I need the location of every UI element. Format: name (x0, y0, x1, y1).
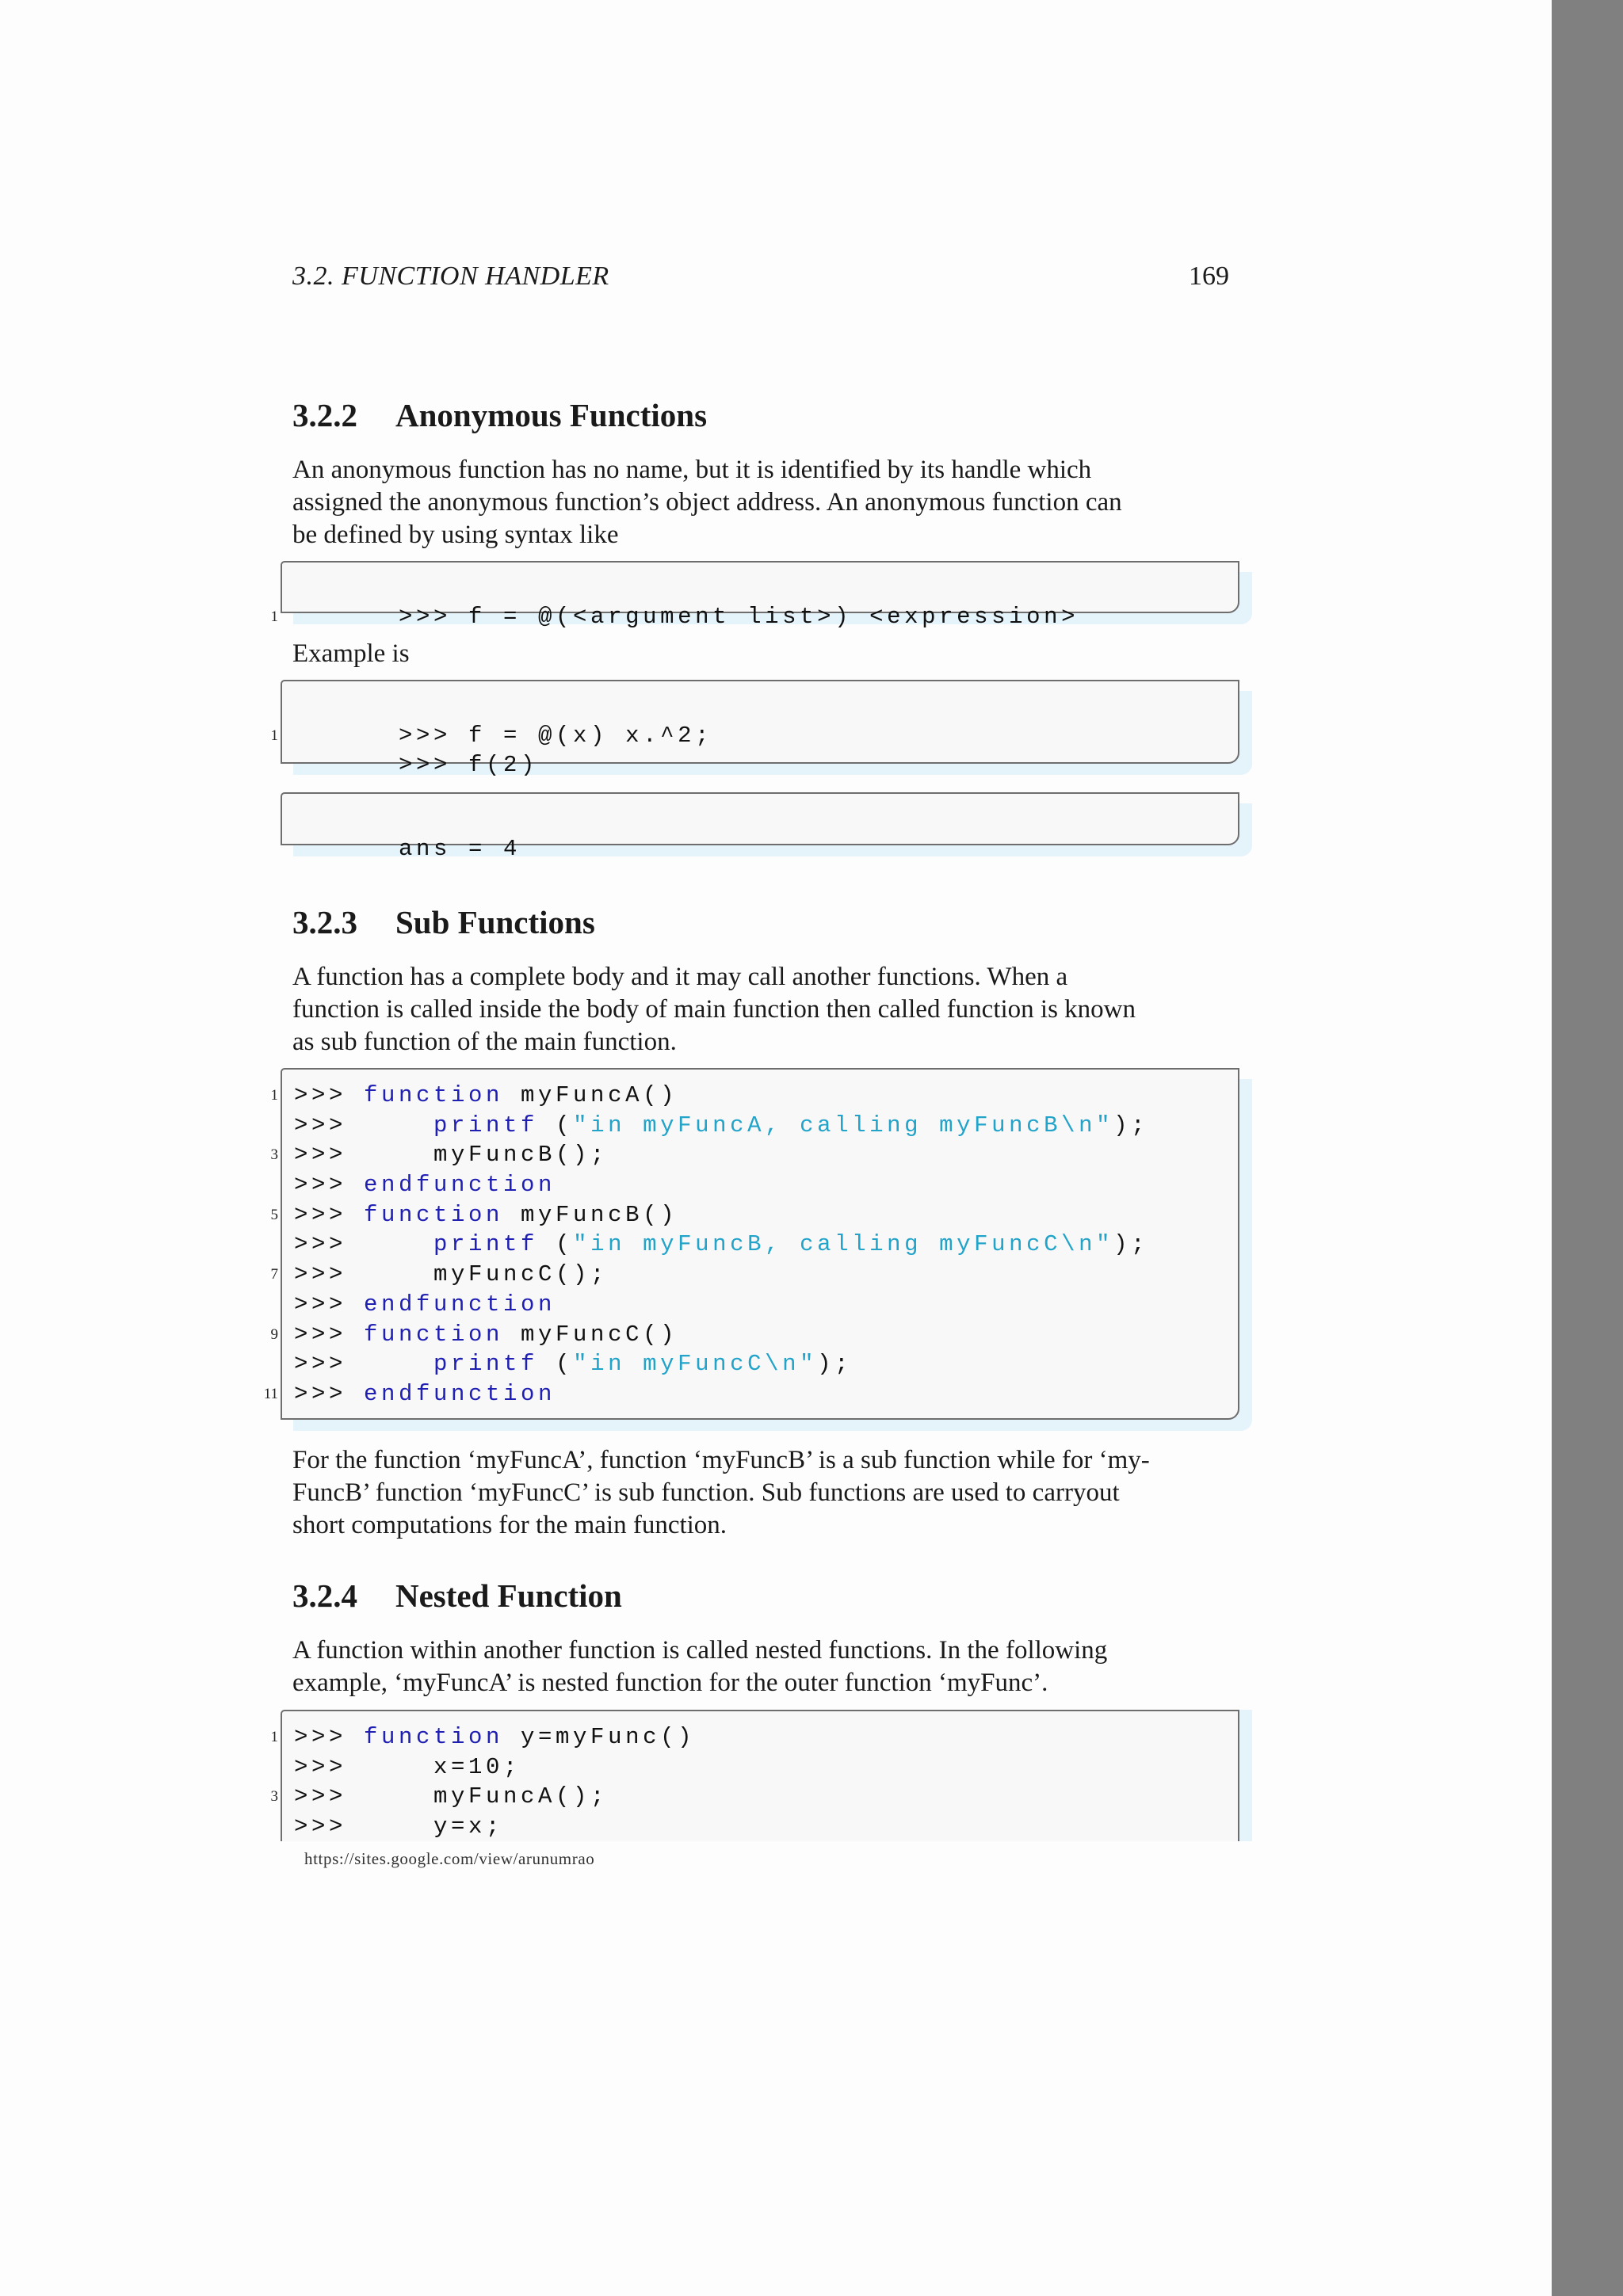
line-number: 3 (270, 1146, 278, 1164)
code-block-example (270, 680, 1239, 779)
line-number: 3 (270, 1788, 278, 1806)
code-prompt: >>> (294, 1724, 365, 1750)
code-line (270, 1782, 1238, 1812)
code-text: ); (1113, 1231, 1149, 1258)
section-number: 3.2.2 (292, 397, 357, 433)
code-keyword: printf (433, 1231, 539, 1258)
code-text: ); (817, 1351, 853, 1378)
code-line (294, 1230, 1238, 1260)
code-text: myFuncA() (503, 1082, 678, 1108)
code-text: y=myFunc() (503, 1724, 696, 1750)
paragraph-nested (292, 1634, 1229, 1699)
line-number: 7 (270, 1266, 278, 1283)
code-keyword: endfunction (364, 1172, 556, 1199)
paragraph-line: A function has a complete body and it may call another functions. When a (292, 963, 1068, 991)
code-prompt: >>> (294, 1082, 365, 1108)
section-number: 3.2.4 (292, 1577, 357, 1614)
code-text: ( (538, 1351, 574, 1378)
code-block-syntax (270, 561, 1239, 630)
paragraph-anonymous (292, 454, 1229, 551)
code-prompt: >>> (294, 1321, 365, 1348)
code-text: myFuncB() (503, 1201, 678, 1228)
paragraph-line: as sub function of the main function. (292, 1028, 677, 1056)
code-prompt: >>> (294, 1291, 365, 1318)
code-line (294, 1111, 1238, 1141)
section-number: 3.2.3 (292, 904, 357, 940)
code-prompt: >>> (294, 1172, 365, 1199)
code-line (294, 1170, 1238, 1200)
code-text: ); (1113, 1112, 1149, 1138)
section-heading-anonymous (292, 396, 707, 434)
code-text: x=10; (433, 1753, 521, 1780)
page-number: 169 (1189, 261, 1229, 291)
code-line (270, 572, 1238, 630)
code-prompt: >>> (294, 1112, 434, 1138)
paragraph-line: FuncB’ function ‘myFuncC’ is sub function. Sub functions are used to carryout (292, 1478, 1120, 1507)
code-line (270, 1260, 1238, 1290)
section-title: Nested Function (395, 1577, 622, 1614)
code-line (294, 804, 1238, 862)
paragraph-line: An anonymous function has no name, but it is identified by its handle which (292, 456, 1092, 484)
code-text: myFuncB(); (433, 1142, 609, 1169)
code-text: y=x; (433, 1814, 504, 1840)
code-block-nested (270, 1710, 1239, 1841)
code-string: "in myFuncB, calling myFuncC\n" (573, 1231, 1114, 1258)
code-keyword: function (364, 1321, 504, 1348)
paragraph-line: example, ‘myFuncA’ is nested function for the outer function ‘myFunc’. (292, 1669, 1048, 1697)
line-number: 11 (263, 1385, 278, 1402)
paragraph-sub-after (292, 1444, 1229, 1542)
section-title: Sub Functions (395, 904, 595, 940)
code-keyword: printf (433, 1112, 539, 1138)
code-line (270, 1320, 1238, 1350)
code-prompt: >>> (294, 1783, 434, 1810)
section-heading-sub (292, 903, 595, 941)
code-line (294, 1812, 1238, 1842)
code-text: >>> f(2) (399, 752, 539, 779)
code-block-subfunctions (263, 1068, 1239, 1420)
code-prompt: >>> (294, 1380, 365, 1407)
section-heading-nested (292, 1577, 622, 1615)
code-line (294, 721, 1238, 779)
line-number: 9 (270, 1325, 278, 1343)
paragraph-line: For the function ‘myFuncA’, function ‘myFuncB’ is a sub function while for ‘my- (292, 1446, 1150, 1474)
viewer-side-margin (1552, 0, 1623, 2296)
code-text: myFuncC(); (433, 1261, 609, 1288)
footer-url: https://sites.google.com/view/arunumrao (304, 1849, 595, 1868)
code-line (270, 1081, 1238, 1111)
code-text: ans = 4 (399, 835, 521, 862)
line-number: 1 (270, 1729, 278, 1745)
code-block-output (281, 792, 1239, 862)
code-text: myFuncA(); (433, 1783, 609, 1810)
code-line (270, 1200, 1238, 1230)
code-prompt: >>> (294, 1753, 434, 1780)
code-line (263, 1379, 1238, 1409)
code-keyword: function (364, 1082, 504, 1108)
code-prompt: >>> (294, 1201, 365, 1228)
code-text: ( (538, 1112, 574, 1138)
code-line (294, 1349, 1238, 1379)
line-number: 1 (270, 608, 278, 625)
code-text: ( (538, 1231, 574, 1258)
code-keyword: endfunction (364, 1380, 556, 1407)
paragraph-line: be defined by using syntax like (292, 521, 619, 549)
section-title: Anonymous Functions (395, 397, 708, 433)
code-keyword: function (364, 1724, 504, 1750)
line-number: 1 (270, 1087, 278, 1104)
paragraph-line: short computations for the main function. (292, 1511, 727, 1539)
code-keyword: function (364, 1201, 504, 1228)
code-string: "in myFuncA, calling myFuncB\n" (573, 1112, 1114, 1138)
code-string: "in myFuncC\n" (573, 1351, 818, 1378)
paragraph-sub (292, 961, 1229, 1058)
code-prompt: >>> (294, 1231, 434, 1258)
example-label: Example is (292, 639, 410, 668)
paragraph-line: assigned the anonymous function’s object address. An anonymous function can (292, 488, 1122, 517)
code-text: >>> f = @(<argument list>) <expression> (399, 603, 1079, 630)
code-line (270, 1722, 1238, 1753)
code-line (270, 1140, 1238, 1170)
code-text: >>> f = @(x) x.^2; (399, 722, 713, 749)
running-title: 3.2. FUNCTION HANDLER (292, 261, 609, 291)
paragraph-line: A function within another function is called nested functions. In the following (292, 1636, 1108, 1665)
code-text: myFuncC() (503, 1321, 678, 1348)
line-number: 1 (270, 727, 278, 744)
code-line (270, 691, 1238, 749)
code-keyword: printf (433, 1351, 539, 1378)
code-line (294, 1753, 1238, 1783)
code-prompt: >>> (294, 1142, 434, 1169)
code-prompt: >>> (294, 1814, 434, 1840)
code-prompt: >>> (294, 1351, 434, 1378)
code-keyword: endfunction (364, 1291, 556, 1318)
code-prompt: >>> (294, 1261, 434, 1288)
paragraph-line: function is called inside the body of main function then called function is known (292, 995, 1136, 1024)
code-line (294, 1290, 1238, 1320)
line-number: 5 (270, 1206, 278, 1223)
